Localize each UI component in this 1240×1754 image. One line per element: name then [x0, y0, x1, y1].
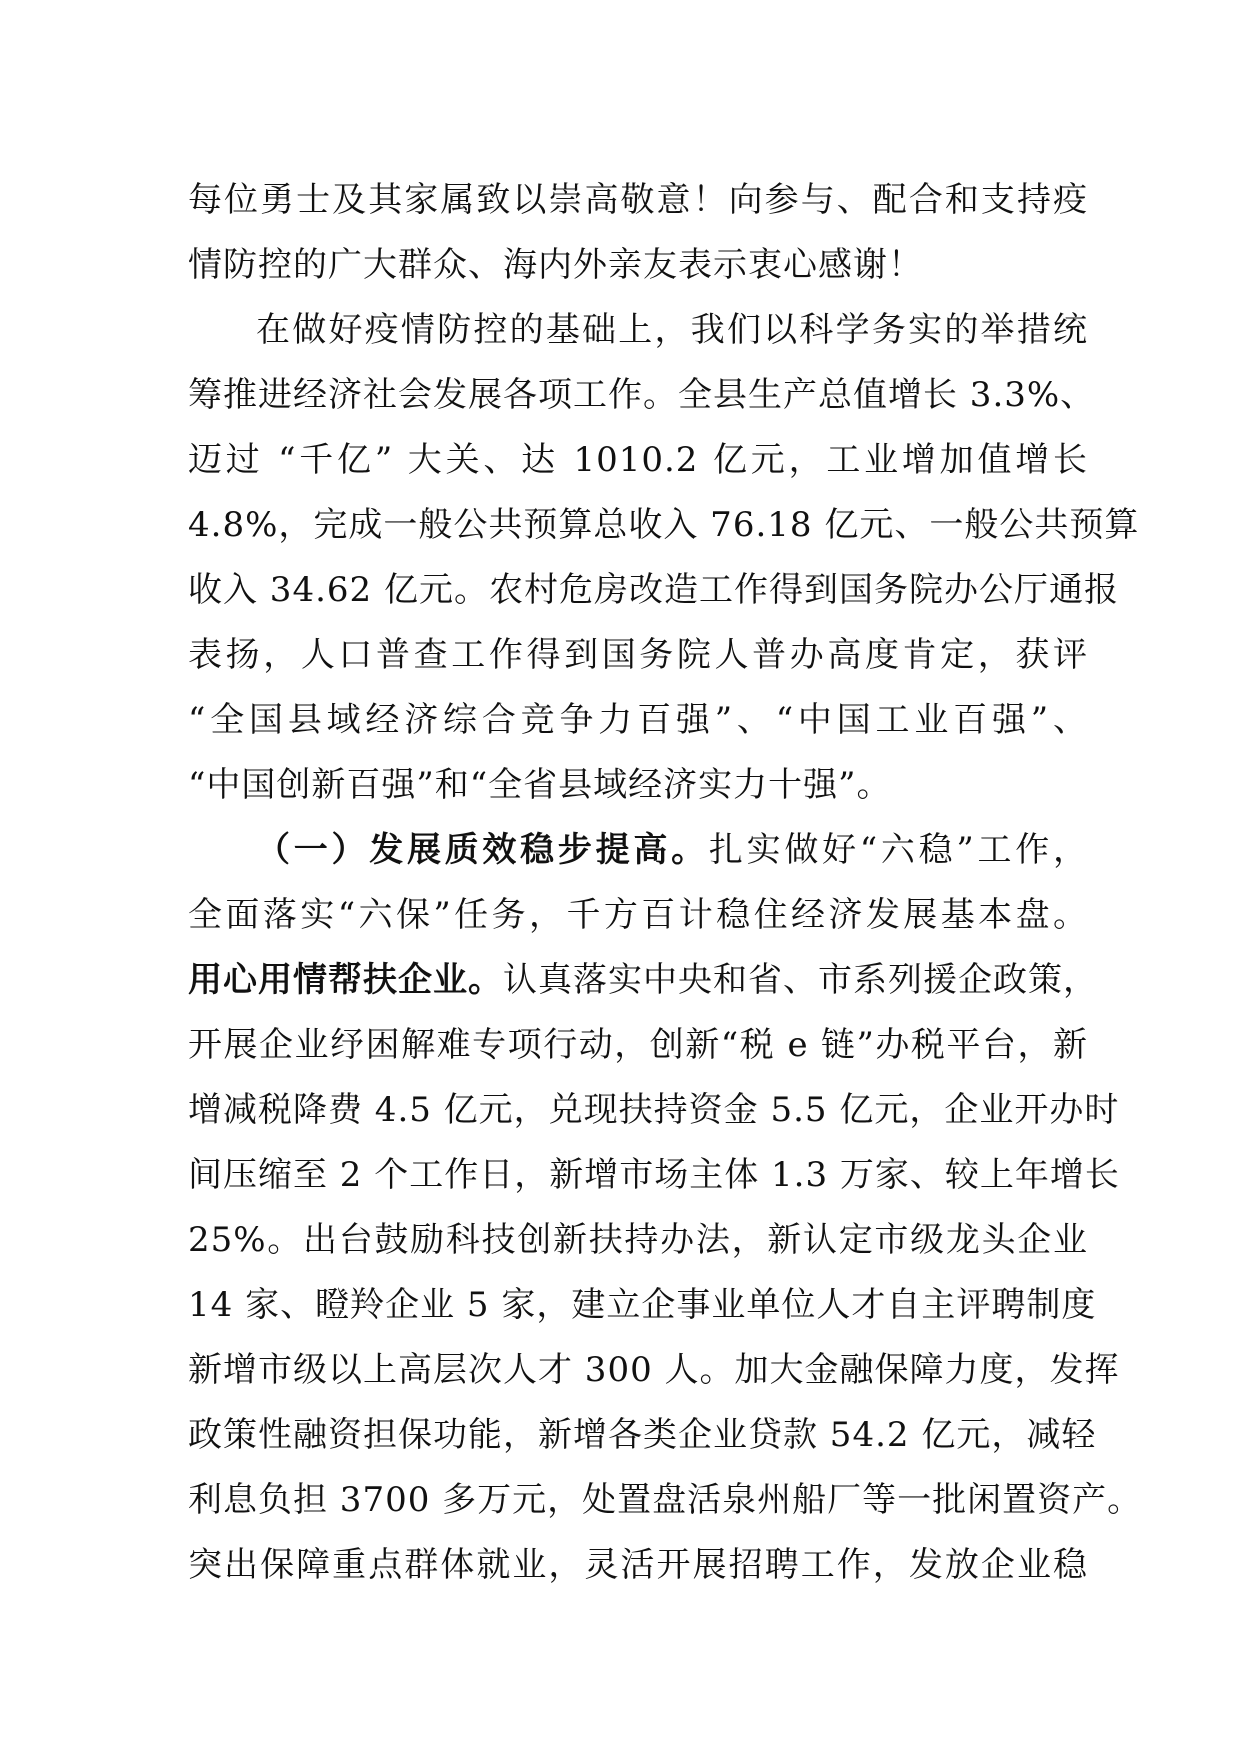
subheading-line [188, 948, 1098, 1013]
section-heading: （一）发展质效稳步提高。 [256, 830, 709, 870]
text-line: “中国创新百强”和“全省县域经济实力十强”。 [188, 765, 892, 805]
text-line: 情防控的广大群众、海内外亲友表示衷心感谢！ [188, 245, 923, 285]
text-line: 每位勇士及其家属致以崇高敬意！向参与、配合和支持疫 [188, 180, 1088, 220]
text-line: 突出保障重点群体就业，灵活开展招聘工作，发放企业稳 [188, 1545, 1088, 1585]
text-line: “全国县域经济综合竞争力百强”、“中国工业百强”、 [188, 700, 1088, 740]
text-line: 4.8%，完成一般公共预算总收入 76.18 亿元、一般公共预算 [188, 505, 1140, 545]
text-line: 间压缩至 2 个工作日，新增市场主体 1.3 万家、较上年增长 [188, 1155, 1120, 1195]
section-intro-text: 扎实做好“六稳”工作， [708, 830, 1089, 870]
subsection-intro-text: 认真落实中央和省、市系列援企政策， [503, 960, 1098, 1000]
text-line: 增减税降费 4.5 亿元，兑现扶持资金 5.5 亿元，企业开办时 [188, 1090, 1120, 1130]
subsection-heading: 用心用情帮扶企业。 [188, 960, 503, 1000]
text-line: 25%。出台鼓励科技创新扶持办法，新认定市级龙头企业 [188, 1220, 1088, 1260]
text-line: 政策性融资担保功能，新增各类企业贷款 54.2 亿元，减轻 [188, 1415, 1097, 1455]
paragraph-start-line: 在做好疫情防控的基础上，我们以科学务实的举措统 [256, 310, 1088, 350]
text-line: 开展企业纾困解难专项行动，创新“税 e 链”办税平台，新 [188, 1025, 1088, 1065]
text-line: 新增市级以上高层次人才 300 人。加大金融保障力度，发挥 [188, 1350, 1120, 1390]
text-line: 收入 34.62 亿元。农村危房改造工作得到国务院办公厅通报 [188, 570, 1119, 610]
text-line: 全面落实“六保”任务，千方百计稳住经济发展基本盘。 [188, 895, 1088, 935]
text-line: 表扬，人口普查工作得到国务院人普办高度肯定，获评 [188, 635, 1088, 675]
document-body [188, 168, 1143, 1598]
text-line: 14 家、瞪羚企业 5 家，建立企事业单位人才自主评聘制度 [188, 1285, 1097, 1325]
text-line: 利息负担 3700 多万元，处置盘活泉州船厂等一批闲置资产。 [188, 1480, 1143, 1520]
text-line: 迈过 “千亿” 大关、达 1010.2 亿元，工业增加值增长 [188, 440, 1088, 480]
text-line: 筹推进经济社会发展各项工作。全县生产总值增长 3.3%、 [188, 375, 1096, 415]
section-heading-line [188, 818, 1088, 883]
